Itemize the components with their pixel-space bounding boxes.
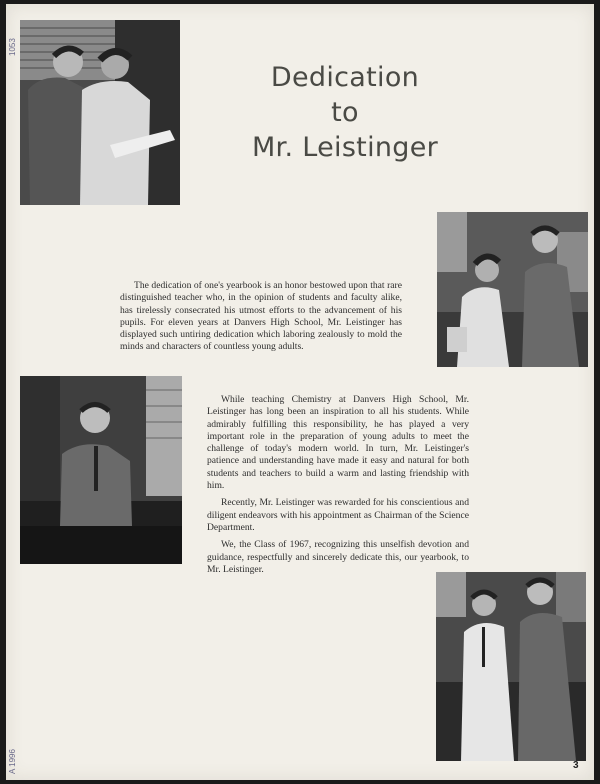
yearbook-page [6,4,594,780]
page-number: 3 [573,760,579,771]
dedication-title [236,60,454,165]
photo-teacher-and-student-standing [436,572,586,761]
teaching-paragraph: While teaching Chemistry at Danvers High School, Mr. Leistinger has long been an inspiration to all his students. While admirably fulfilling this responsibility, he has played a very important role in the preparation of young adults to meet the challenge of today's modern world. In turn, Mr. Leistinger's patience and understanding have made it easy and natural for both students and teachers to build a warm and lasting friendship with him. [207,394,469,492]
title-line-1: Dedication [270,62,420,93]
photo-teacher-at-lab-bench [20,376,182,564]
margin-note-bottom: A 1996 [8,749,17,774]
margin-note-top: 1053 [8,38,17,56]
closing-paragraph: We, the Class of 1967, recognizing this unselfish devotion and guidance, respectfully and sincerely dedicate this, our yearbook, to Mr. Leistinger. [207,539,469,575]
photo-teacher-with-student-reading [20,20,180,205]
photo-teacher-observing-lab-work [437,212,588,367]
main-text-column [207,394,469,581]
title-line-3: Mr. Leistinger [251,132,439,163]
intro-paragraph: The dedication of one's yearbook is an honor bestowed upon that rare distinguished teacher who, in the opinion of students and faculty alike, has tirelessly consecrated his utmost efforts to the advancement of his pupils. For eleven years at Danvers High School, Mr. Leistinger has displayed such untiring dedication which laboring zealously to mold the minds and characters of countless young adults. [120,280,402,353]
recently-paragraph: Recently, Mr. Leistinger was rewarded for his conscientious and diligent endeavors with his appointment as Chairman of the Science Department. [207,497,469,533]
title-line-2: to [331,97,359,128]
